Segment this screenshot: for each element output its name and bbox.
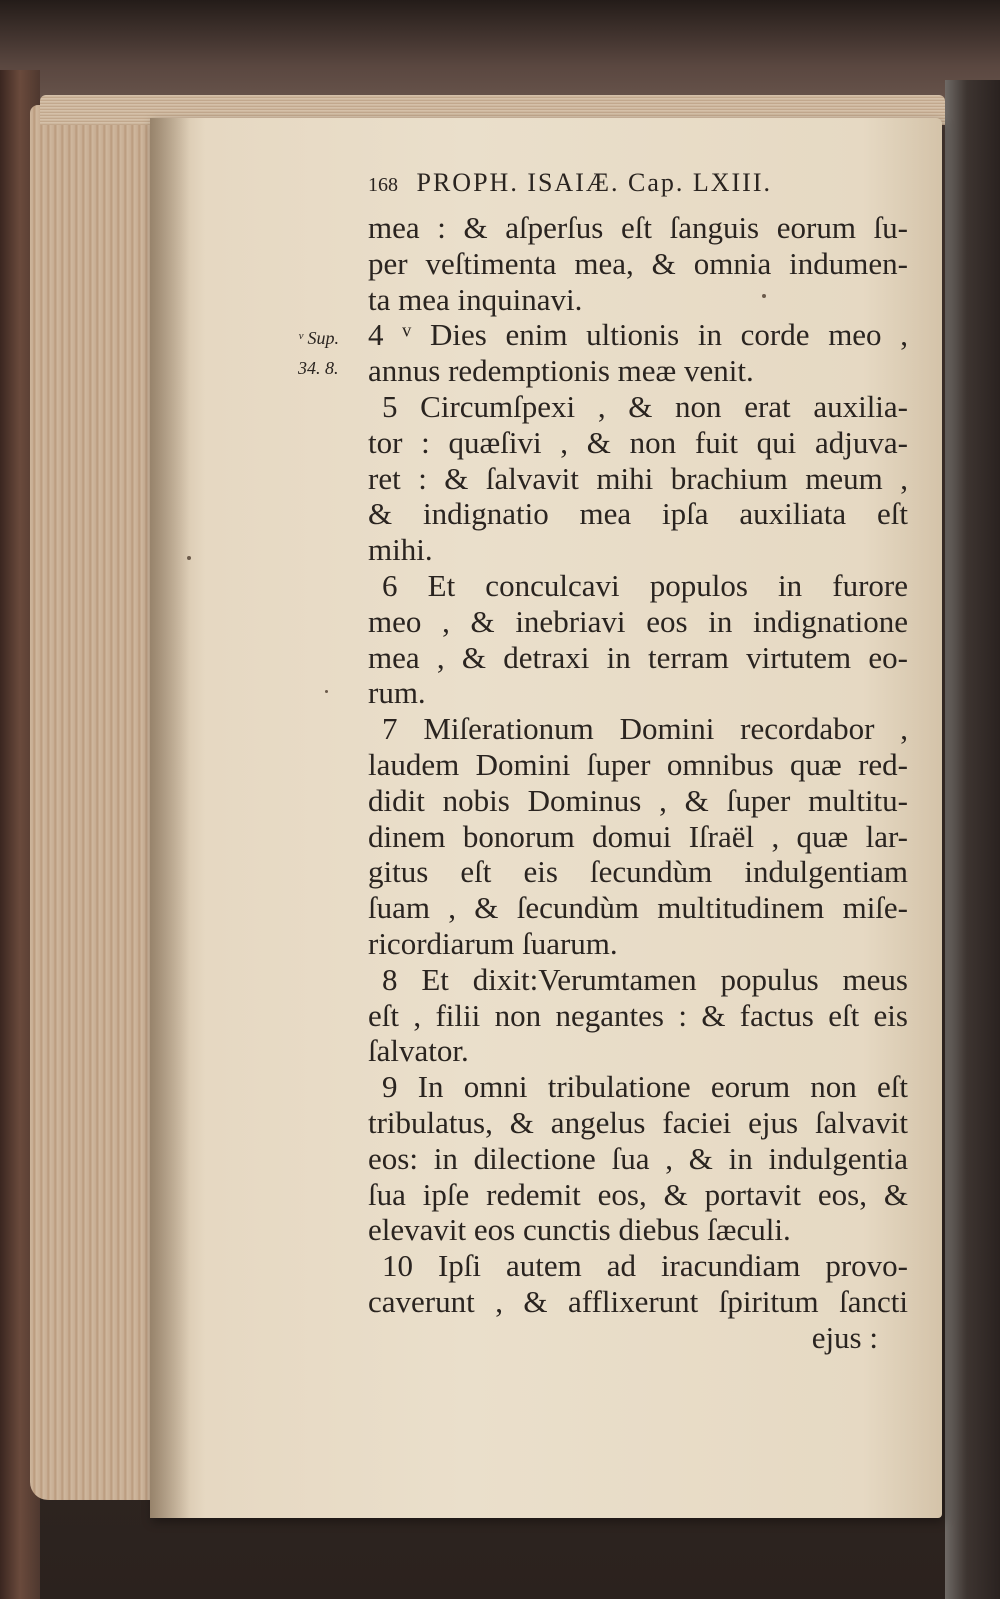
text-line: tribulatus, & angelus faciei ejus ſalvavit: [368, 1104, 908, 1140]
text-line: dinem bonorum domui Iſraël , quæ lar-: [368, 818, 908, 854]
text-line: tor : quæſivi , & non fuit qui adjuva-: [368, 424, 908, 460]
catchword: ejus :: [811, 1319, 878, 1355]
text-line: & indignatio mea ipſa auxiliata eſt: [368, 496, 908, 532]
page-title: PROPH. ISAIÆ. Cap. LXIII.: [416, 168, 772, 197]
text-line: caverunt , & afflixerunt ſpiritum ſancti: [368, 1283, 908, 1319]
text-line: per veſtimenta mea, & omnia indumen-: [368, 245, 908, 281]
text-line: meo , & inebriavi eos in indignatione: [368, 603, 908, 639]
text-line: rum.: [368, 675, 426, 711]
text-line: gitus eſt eis ſecundùm indulgentiam: [368, 854, 908, 890]
verse-4-start: 4 ᵛ Dies enim ultionis in corde meo ,: [368, 317, 908, 353]
cover-top-edge: [0, 0, 1000, 110]
text-line: eſt , filii non negantes : & factus eſt eis: [368, 997, 908, 1033]
ink-speck: [325, 690, 328, 693]
margin-ref-line: ᵛ Sup.: [298, 328, 340, 348]
verse-10-start: 10 Ipſi autem ad iracundiam provo-: [382, 1248, 908, 1284]
verse-9-start: 9 In omni tribulatione eorum non eſt: [382, 1069, 908, 1105]
text-line: ret : & ſalvavit mihi brachium meum ,: [368, 460, 908, 496]
gutter-shadow: [150, 118, 190, 1518]
text-line: ſalvator.: [368, 1033, 469, 1069]
text-line: mea , & detraxi in terram virtutem eo-: [368, 639, 908, 675]
verse-5-start: 5 Circumſpexi , & non erat auxilia-: [382, 388, 908, 424]
verse-6-start: 6 Et conculcavi populos in furore: [382, 567, 908, 603]
verse-8-start: 8 Et dixit:Verumtamen populus meus: [382, 961, 908, 997]
margin-ref-line: 34. 8.: [298, 358, 339, 378]
text-line: elevavit eos cunctis diebus ſæculi.: [368, 1212, 791, 1248]
text-line: mihi.: [368, 532, 433, 568]
verse-7-start: 7 Miſerationum Domini recordabor ,: [382, 711, 908, 747]
running-head: [368, 168, 906, 198]
text-line: ta mea inquinavi.: [368, 281, 583, 317]
text-line: eos: in dilectione ſua , & in indulgentia: [368, 1140, 908, 1176]
body-text: [368, 210, 908, 1356]
page-number: 168: [368, 174, 398, 196]
margin-reference: [298, 323, 358, 383]
cover-right-edge: [945, 80, 1000, 1599]
text-line: ſuam , & ſecundùm multitudinem miſe-: [368, 890, 908, 926]
text-line: ricordiarum ſuarum.: [368, 925, 618, 961]
text-line: mea : & aſperſus eſt ſanguis eorum ſu-: [368, 210, 908, 245]
text-line: ſua ipſe redemit eos, & portavit eos, &: [368, 1176, 908, 1212]
page-stack-edges: [30, 105, 170, 1500]
text-line: annus redemptionis meæ venit.: [368, 353, 754, 389]
ink-speck: [187, 556, 191, 560]
text-line: laudem Domini ſuper omnibus quæ red-: [368, 746, 908, 782]
text-line: didit nobis Dominus , & ſuper multitu-: [368, 782, 908, 818]
